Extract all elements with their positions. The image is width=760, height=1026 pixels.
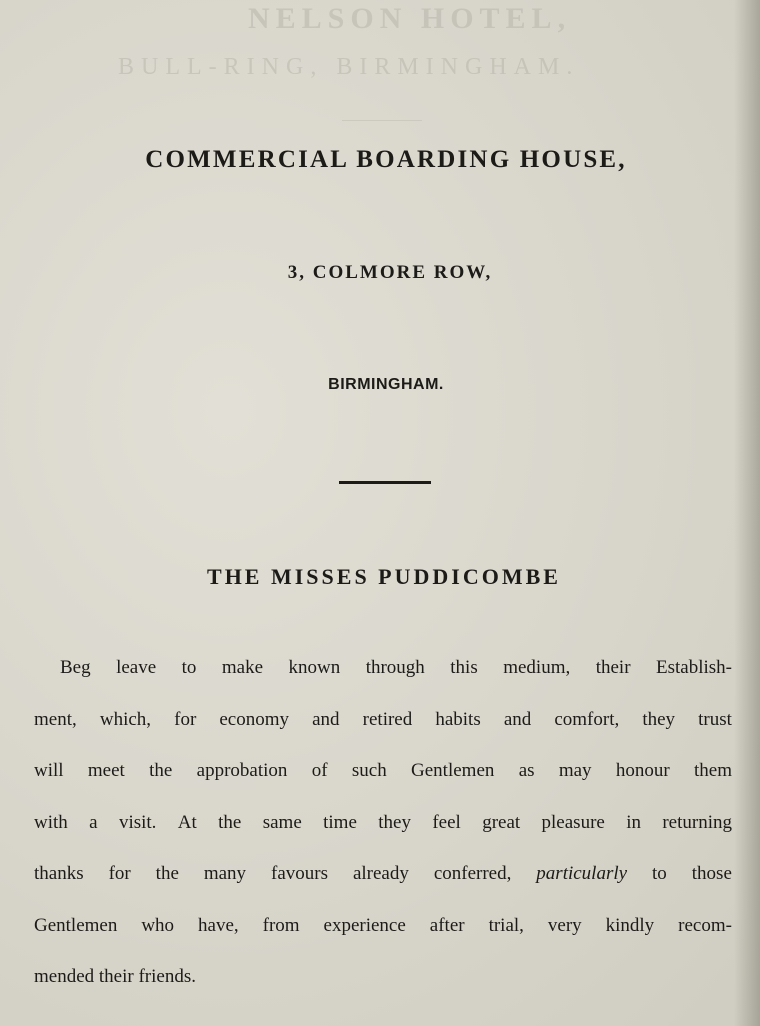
body-word: experience: [323, 914, 406, 936]
body-word: thanks: [34, 863, 84, 884]
body-word: feel: [432, 811, 461, 833]
page-edge-shadow: [734, 0, 760, 1026]
body-word: them: [694, 760, 732, 781]
body-word: approbation: [196, 760, 288, 781]
body-word: the: [155, 863, 179, 884]
body-word: leave: [116, 657, 157, 678]
body-word: medium,: [503, 657, 571, 678]
body-line: [34, 862, 732, 914]
body-word: the: [218, 811, 242, 833]
body-word: they: [642, 708, 676, 730]
body-word: economy: [219, 708, 290, 730]
body-word: of: [311, 760, 328, 781]
body-word: trial,: [488, 914, 524, 936]
body-word: comfort,: [554, 708, 620, 730]
body-word: in: [626, 811, 641, 833]
body-word: such: [351, 760, 387, 781]
body-word: visit.: [118, 811, 157, 833]
body-line: [34, 965, 732, 1017]
body-word: At: [177, 811, 197, 833]
body-word: ment,: [34, 708, 77, 730]
body-word: make: [221, 657, 264, 678]
body-word: kindly: [605, 914, 655, 936]
body-word: Beg: [60, 657, 91, 678]
body-word: and: [312, 708, 340, 730]
body-word: this: [450, 657, 478, 678]
body-word: through: [365, 657, 425, 678]
body-line: [34, 759, 732, 811]
body-word: known: [288, 657, 341, 678]
body-word: habits: [435, 708, 481, 730]
body-word: great: [482, 811, 521, 833]
body-word: favours: [271, 863, 328, 884]
body-paragraph: [34, 656, 732, 1017]
body-word: as: [518, 760, 535, 781]
bleed-through-subtitle: BULL-RING, BIRMINGHAM.: [118, 54, 580, 80]
bleed-through-title: NELSON HOTEL,: [248, 2, 572, 35]
body-word: the: [149, 760, 173, 781]
heading-names: THE MISSES PUDDICOMBE: [207, 564, 561, 589]
heading-city: BIRMINGHAM.: [328, 376, 444, 393]
body-word: recom-: [678, 914, 732, 936]
body-word: and: [503, 708, 532, 730]
body-word: may: [558, 760, 592, 781]
body-word: will: [34, 760, 64, 781]
body-word: retired: [362, 708, 413, 730]
body-word: those: [691, 863, 732, 884]
body-word: to: [652, 863, 667, 884]
body-word: meet: [87, 760, 125, 781]
body-word: returning: [662, 811, 732, 833]
body-word: with: [34, 811, 68, 833]
body-word: honour: [615, 760, 670, 781]
body-word: a: [89, 811, 98, 833]
body-word: have,: [198, 914, 239, 936]
body-word: pleasure: [541, 811, 605, 833]
body-word: they: [378, 811, 411, 833]
body-word: many: [203, 863, 247, 884]
section-divider: [339, 481, 431, 484]
heading-address: 3, COLMORE ROW,: [287, 262, 493, 283]
body-line: [34, 656, 732, 708]
body-word: time: [323, 811, 357, 833]
body-word: same: [262, 811, 302, 833]
body-word: Gentlemen: [34, 914, 118, 936]
bleed-through-rule: [342, 120, 422, 121]
body-word: Establish-: [656, 657, 732, 678]
body-word: conferred,: [433, 863, 512, 884]
body-word: their: [595, 657, 631, 678]
body-word: already: [352, 863, 409, 884]
body-word: from: [262, 914, 300, 936]
body-line: [34, 914, 732, 966]
body-line-text: mended their friends.: [34, 966, 196, 987]
body-line: [34, 708, 732, 760]
body-word: for: [174, 708, 197, 730]
body-word: Gentlemen: [411, 760, 495, 781]
body-word: which,: [99, 708, 152, 730]
heading-main: COMMERCIAL BOARDING HOUSE,: [145, 146, 627, 173]
body-word: to: [181, 657, 197, 678]
emphasis-word: particularly: [536, 863, 628, 884]
body-word: very: [547, 914, 582, 936]
body-line: [34, 811, 732, 863]
body-word: trust: [698, 708, 732, 730]
body-word: for: [108, 863, 131, 884]
body-word: who: [141, 914, 175, 936]
body-word: after: [429, 914, 465, 936]
